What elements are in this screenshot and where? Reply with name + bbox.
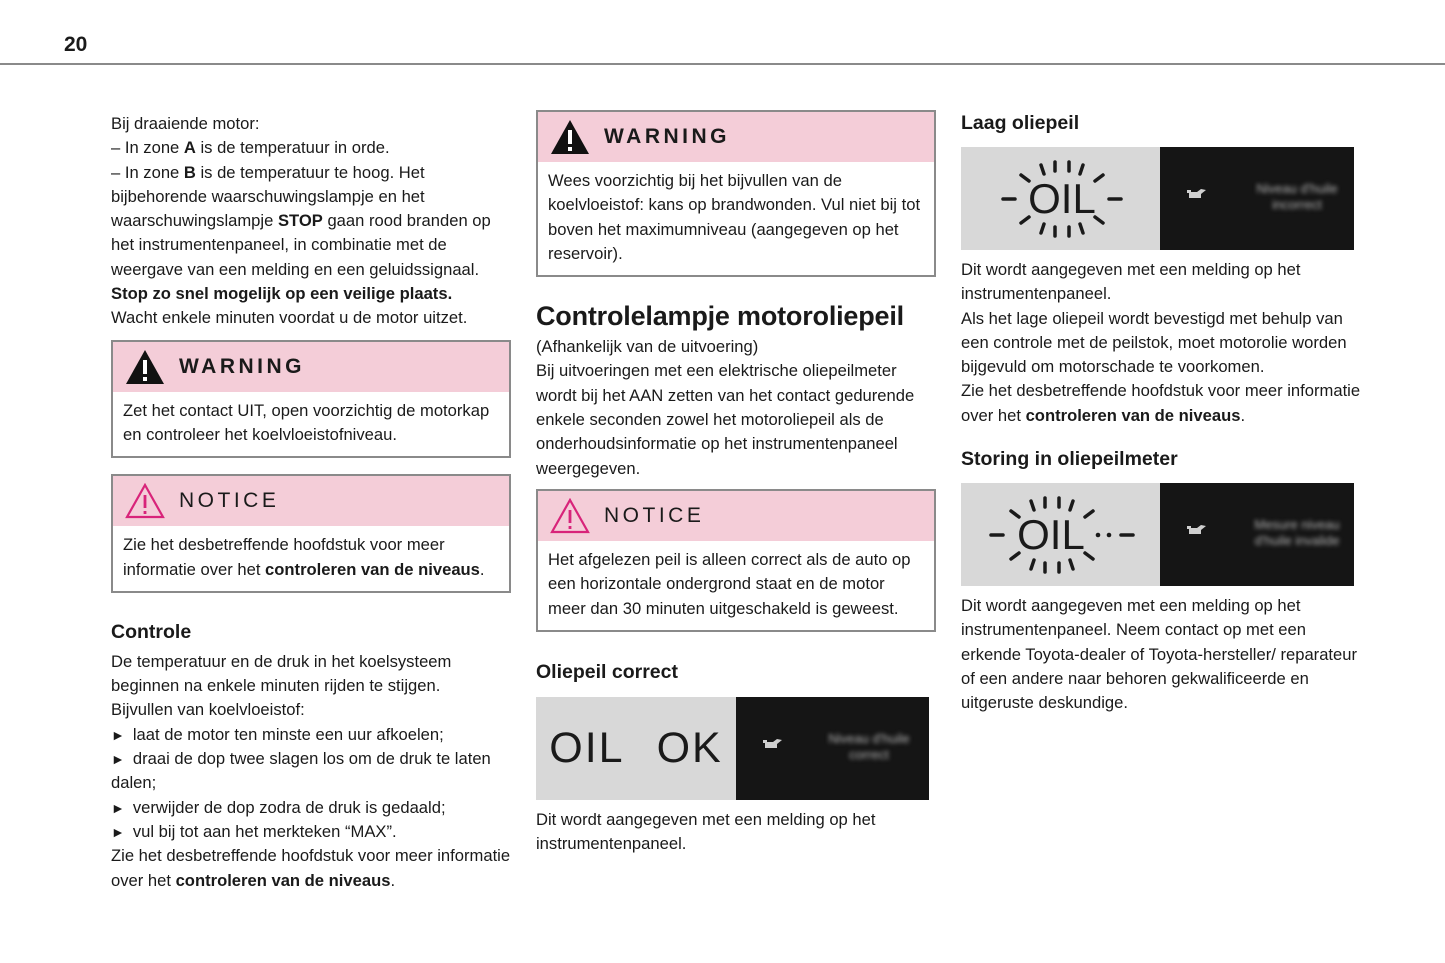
oil-fault-lcd — [961, 483, 1160, 586]
warning-box — [536, 110, 936, 277]
warning-header — [113, 342, 509, 392]
oil-can-icon — [762, 737, 784, 751]
warning-title: WARNING — [604, 124, 730, 148]
list-item: ► vul bij tot aan het merkteken “MAX”. — [111, 820, 511, 844]
zone-b-text: – In zone B is de temperatuur te hoog. Het bijbehorende waarschuwingslampje en het waarschuwingslampje STOP gaan rood branden op het instrumentenpaneel, in combinatie met de weergave van een melding en een geluidssignaal. — [111, 162, 491, 279]
warning-title: WARNING — [179, 354, 305, 378]
warning-triangle-icon — [125, 349, 165, 385]
column-3 — [961, 110, 1361, 716]
zone-a-text: – In zone A is de temperatuur in orde. — [111, 138, 390, 158]
section-subtitle: (Afhankelijk van de uitvoering) — [536, 337, 759, 357]
oil-can-icon — [1186, 187, 1208, 201]
warning-header — [538, 112, 934, 162]
header-rule — [0, 63, 1445, 65]
ok-label: OK — [656, 724, 723, 773]
notice-box — [536, 489, 936, 632]
notice-title: NOTICE — [179, 489, 280, 513]
oil-correct-display — [536, 697, 929, 800]
warning-body: Zet het contact UIT, open voorzichtig de motorkap en controleer het koelvloeistofniveau. — [123, 400, 490, 444]
controle-reference: Zie het desbetreffende hoofdstuk voor meer informatie over het controleren van de niveaus. — [111, 846, 511, 890]
list-item: ► draai de dop twee slagen los om de druk te laten dalen; — [111, 747, 511, 796]
fault-caption: Dit wordt aangegeven met een melding op het instrumentenpaneel. Neem contact op met een erkende Toyota-dealer of Toyota-hersteller/ reparateur of een andere naar behoren gekwalificeerde en uitgeruste deskundige. — [961, 596, 1358, 713]
notice-header — [113, 476, 509, 526]
warning-body: Wees voorzichtig bij het bijvullen van de koelvloeistof: kans op brandwonden. Vul niet bij tot boven het maximumniveau (aangegeven op het reservoir). — [548, 171, 921, 263]
column-2 — [536, 110, 936, 856]
section-title: Controlelampje motoroliepeil — [536, 301, 904, 332]
instrument-screen — [1160, 147, 1354, 250]
oil-warning-lcd — [961, 147, 1160, 250]
oil-label: OIL — [1016, 510, 1085, 558]
notice-body: Zie het desbetreffende hoofdstuk voor meer informatie over het controleren van de niveaus. — [123, 535, 485, 579]
screen-message: Niveau d'huile correct — [828, 730, 910, 762]
low-oil-display — [961, 147, 1354, 250]
controle-paragraph: De temperatuur en de druk in het koelsysteem beginnen na enkele minuten rijden te stijgen. — [111, 651, 452, 696]
warning-box — [111, 340, 511, 459]
screen-message: Mesure niveau d'huile invalide — [1254, 517, 1340, 549]
intro-text: Bij draaiende motor: — [111, 114, 260, 133]
oil-label: OIL — [549, 724, 625, 773]
controle-heading: Controle — [111, 620, 192, 643]
column-1 — [111, 112, 511, 893]
fault-heading: Storing in oliepeilmeter — [961, 448, 1178, 471]
list-item: ► laat de motor ten minste een uur afkoelen; — [111, 723, 511, 747]
notice-triangle-icon — [125, 483, 165, 519]
instrument-screen — [1160, 483, 1354, 586]
notice-triangle-icon — [550, 498, 590, 534]
low-oil-paragraph: Als het lage oliepeil wordt bevestigd met behulp van een controle met de peilstok, moet motorolie worden bijgevuld om motorschade te voorkomen. — [961, 308, 1347, 377]
low-oil-heading: Laag oliepeil — [961, 112, 1080, 134]
section-paragraph: Bij uitvoeringen met een elektrische oliepeilmeter wordt bij het AAN zetten van het contact gedurende enkele seconden zowel het motoroliepeil als de onderhoudsinformatie op het instrumentenpaneel weergegeven. — [536, 361, 915, 478]
low-oil-reference: Zie het desbetreffende hoofdstuk voor meer informatie over het controleren van de niveaus. — [961, 381, 1361, 425]
wait-text: Wacht enkele minuten voordat u de motor uitzet. — [111, 308, 468, 328]
notice-box — [111, 474, 511, 593]
oil-correct-caption: Dit wordt aangegeven met een melding op het instrumentenpaneel. — [536, 809, 876, 854]
oil-can-icon — [1186, 523, 1208, 537]
oil-label: OIL — [1027, 174, 1096, 222]
page-number: 20 — [64, 33, 88, 56]
instrument-screen — [736, 697, 929, 800]
low-oil-caption: Dit wordt aangegeven met een melding op het instrumentenpaneel. — [961, 260, 1301, 304]
oil-ok-lcd — [536, 697, 736, 800]
oil-warning-rays-icon — [991, 159, 1131, 239]
fault-display — [961, 483, 1354, 586]
notice-title: NOTICE — [604, 503, 705, 527]
oil-fault-rays-icon — [981, 495, 1141, 575]
stop-text: Stop zo snel mogelijk op een veilige plaats. — [111, 284, 453, 304]
oil-correct-heading: Oliepeil correct — [536, 660, 678, 683]
warning-triangle-icon — [550, 119, 590, 155]
notice-body: Het afgelezen peil is alleen correct als de auto op een horizontale ondergrond staat en de motor meer dan 30 minuten uitgeschakeld is geweest. — [548, 549, 911, 618]
screen-message: Niveau d'huile incorrect — [1256, 181, 1338, 212]
list-item: ► verwijder de dop zodra de druk is gedaald; — [111, 796, 511, 820]
notice-header — [538, 491, 934, 541]
refill-label: Bijvullen van koelvloeistof: — [111, 700, 305, 720]
